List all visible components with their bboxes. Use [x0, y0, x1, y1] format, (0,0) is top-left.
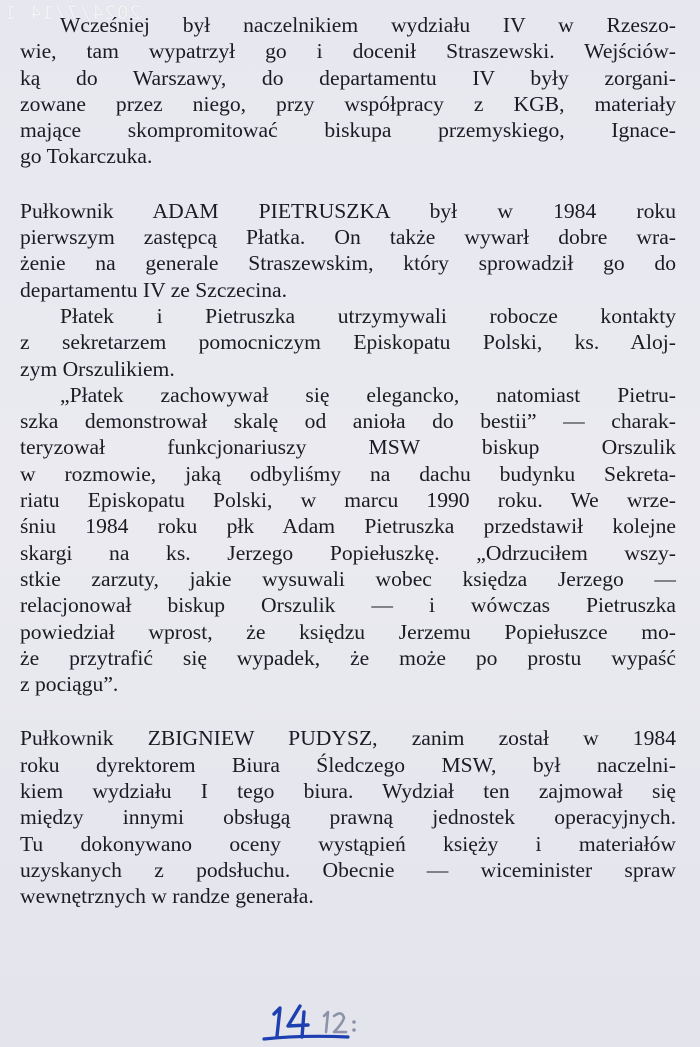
paragraph	[20, 725, 676, 909]
text-line: z sekretarzem pomocniczym Episkopatu Polski, ks. Aloj-	[20, 330, 676, 355]
text-line: Tu dokonywano oceny wystąpień księży i materiałów	[20, 831, 676, 856]
text-line: z pociągu”.	[20, 672, 119, 697]
paragraph-gap	[20, 697, 676, 725]
text-line: w rozmowie, jaką odbyliśmy na dachu budynku Sekreta-	[20, 461, 676, 486]
text-line: uzyskanych z podsłuchu. Obecnie — wiceminister spraw	[20, 857, 676, 882]
text-line: ką do Warszawy, do departamentu IV były zorgani-	[20, 65, 676, 90]
text-line: między innymi obsługą prawną jednostek operacyjnych.	[20, 805, 676, 830]
text-line: żenie na generale Straszewskim, który sprowadził go do	[20, 251, 676, 276]
text-line: Płatek i Pietruszka utrzymywali robocze kontakty	[60, 303, 676, 328]
paragraph	[20, 382, 676, 698]
text-line: zowane przez niego, przy współpracy z KGB, materiały	[20, 91, 676, 116]
text-line: relacjonował biskup Orszulik — i wówczas Pietruszka	[20, 593, 676, 618]
text-line: że przytrafić się wypadek, że może po prostu wypaść	[20, 645, 676, 670]
paragraph	[20, 198, 676, 303]
text-line: Pułkownik ZBIGNIEW PUDYSZ, zanim został w 1984	[20, 726, 676, 751]
text-line: go Tokarczuka.	[20, 144, 153, 169]
text-line: stkie zarzuty, jakie wysuwali wobec księdza Jerzego —	[20, 566, 676, 591]
text-line: skargi na ks. Jerzego Popiełuszkę. „Odrzuciłem wszy-	[20, 540, 676, 565]
text-line: zym Orszulikiem.	[20, 356, 175, 381]
body-text	[20, 12, 676, 910]
paragraph	[20, 303, 676, 382]
text-line: riatu Episkopatu Polski, w marcu 1990 roku. We wrze-	[20, 488, 676, 513]
page-number	[262, 1002, 392, 1046]
text-line: Pułkownik ADAM PIETRUSZKA był w 1984 roku	[20, 198, 676, 223]
paragraph-gap	[20, 170, 676, 198]
page-number-handwritten	[262, 1002, 392, 1046]
paragraph	[20, 12, 676, 170]
text-line: powiedział wprost, że księdzu Jerzemu Popiełuszce mo-	[20, 619, 676, 644]
text-line: szka demonstrował skalę od anioła do bestii” — charak-	[20, 409, 676, 434]
text-line: Wcześniej był naczelnikiem wydziału IV w Rzeszo-	[60, 13, 676, 37]
text-line: „Płatek zachowywał się elegancko, natomiast Pietru-	[60, 382, 676, 407]
text-line: śniu 1984 roku płk Adam Pietruszka przedstawił kolejne	[20, 514, 676, 539]
text-line: wewnętrznych w randze generała.	[20, 884, 314, 909]
date-stamp-watermark: 2024/7/14 1	[4, 2, 141, 24]
text-line: wie, tam wypatrzył go i docenił Straszewski. Wejściów-	[20, 39, 676, 64]
text-line: roku dyrektorem Biura Śledczego MSW, był naczelni-	[20, 752, 676, 777]
text-line: kiem wydziału I tego biura. Wydział ten zajmował się	[20, 779, 676, 804]
text-line: departamentu IV ze Szczecina.	[20, 277, 287, 302]
text-line: pierwszym zastępcą Płatka. On także wywarł dobre wra-	[20, 225, 676, 250]
text-line: teryzował funkcjonariuszy MSW biskup Orszulik	[20, 435, 676, 460]
text-line: mające skompromitować biskupa przemyskiego, Ignace-	[20, 118, 676, 143]
